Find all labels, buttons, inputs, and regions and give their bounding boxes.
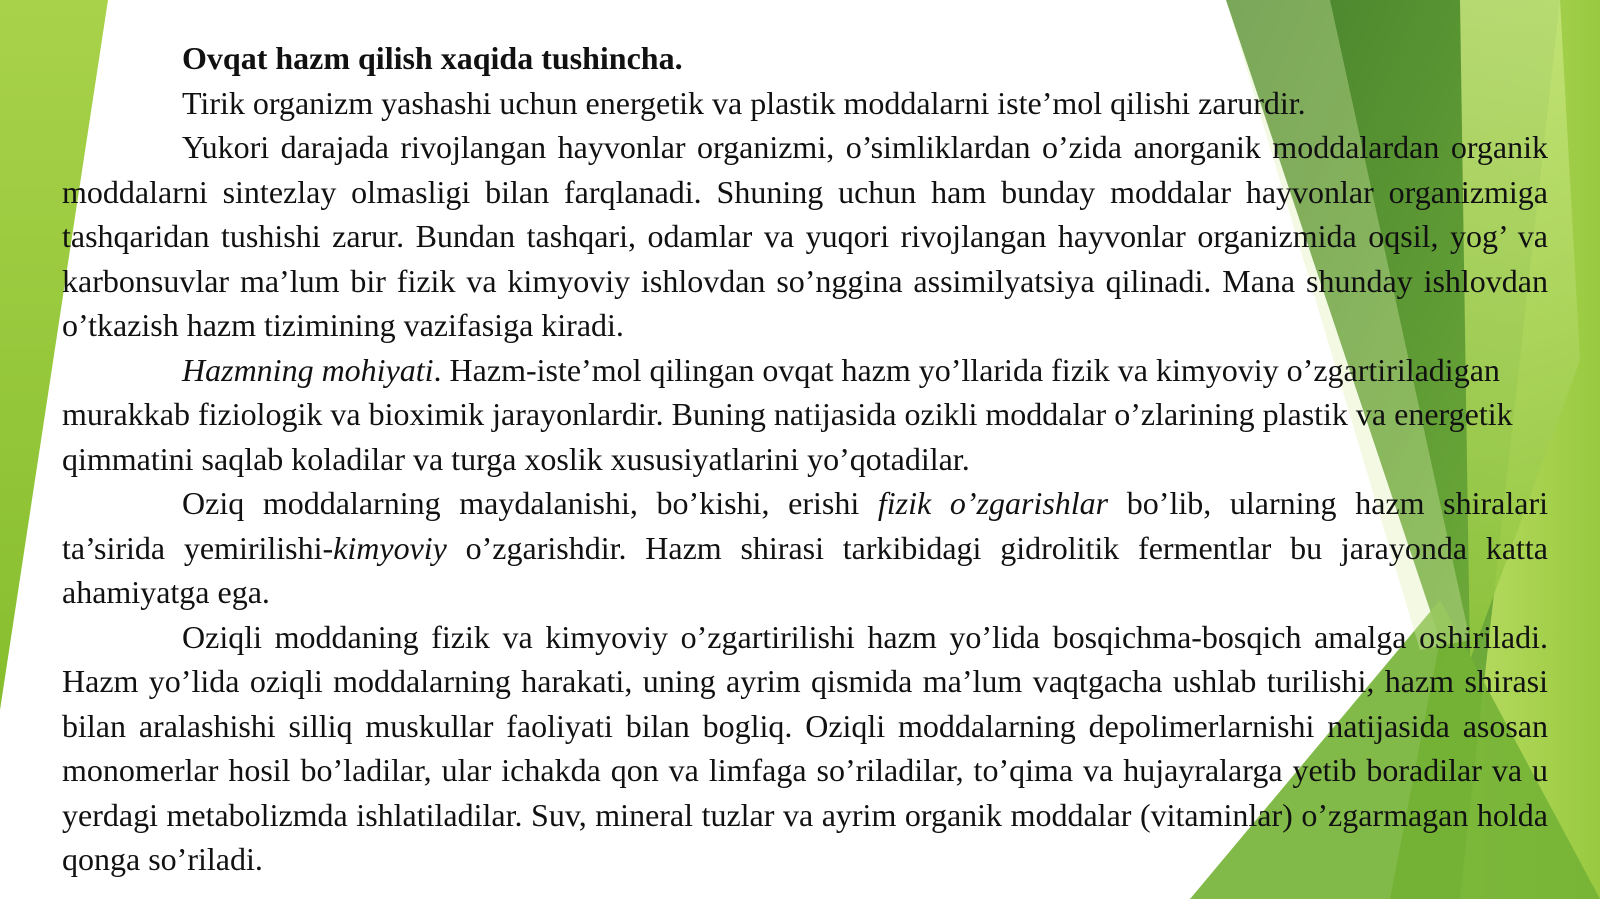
text-segment: o’zgarishdir. Hazm shirasi tarkibidagi gidrolitik fermentlar bu jarayonda katta ahamiyatga ega. bbox=[62, 529, 1549, 610]
emphasis-digestion-essence: Hazmning mohiyati bbox=[182, 351, 434, 388]
paragraph-digestion-essence-text: . Hazm-iste’mol qilingan ovqat hazm yo’llarida fizik va kimyoviy o’zgartiriladigan murakkab fiziologik va bioximik jarayonlardir. Buning natijasida ozikli moddalar o’zlarining plastik va energetik qimmatini saqlab koladilar va turga xoslik xususiyatlarini yo’qotadilar. bbox=[62, 351, 1513, 477]
paragraph-stepwise-processing: Oziqli moddaning fizik va kimyoviy o’zgartirilishi hazm yo’lida bosqichma-bosqich amalga oshiriladi. Hazm yo’lida oziqli moddalarning harakati, uning ayrim qismida ma’lum vaqtgacha ushlab turilishi, hazm shirasi bilan aralashishi silliq muskullar faoliyati bilan bogliq. Oziqli moddalarning depolimerlarnishi natijasida asosan monomerlar hosil bo’ladilar, ular ichakda qon va limfaga so’riladilar, to’qima va hujayralarga yetib boradilar va u yerdagi metabolizmda ishlatiladilar. Suv, mineral tuzlar va ayrim organik moddalar (vitaminlar) o’zgarmagan holda qonga so’riladi. bbox=[62, 618, 1548, 877]
paragraph-organisms: Yukori darajada rivojlangan hayvonlar organizmi, o’simliklardan o’zida anorganik moddalardan organik moddalarni sintezlay olmasligi bilan farqlanadi. Shuning uchun ham bunday moddalar hayvonlar organizmiga tashqaridan tushishi zarur. Bundan tashqari, odamlar va yuqori rivojlangan hayvonlar organizmida oqsil, yog’ va karbonsuvlar ma’lum bir fizik va kimyoviy ishlovdan so’nggina assimilyatsiya qilinadi. Mana shunday ishlovdan o’tkazish hazm tizimining vazifasiga kiradi. bbox=[62, 129, 1548, 343]
text-segment: bo’lib, ularning hazm shiralari ta’sirida yemirilishi- bbox=[62, 485, 1549, 566]
slide-heading: Ovqat hazm qilish xaqida tushincha. bbox=[182, 40, 683, 76]
paragraph-intro: Tirik organizm yashashi uchun energetik va plastik moddalarni iste’mol qilishi zarurdir. bbox=[182, 84, 1306, 121]
emphasis-physical-changes: fizik o’zgarishlar bbox=[877, 485, 1109, 521]
emphasis-chemical: kimyoviy bbox=[333, 529, 447, 566]
paragraph-physical-chemical-changes bbox=[62, 481, 1548, 615]
slide-text-body bbox=[62, 36, 1548, 882]
paragraph-digestion-essence bbox=[62, 348, 1548, 482]
text-segment: Oziq moddalarning maydalanishi, bo’kishi, erishi bbox=[182, 485, 878, 521]
